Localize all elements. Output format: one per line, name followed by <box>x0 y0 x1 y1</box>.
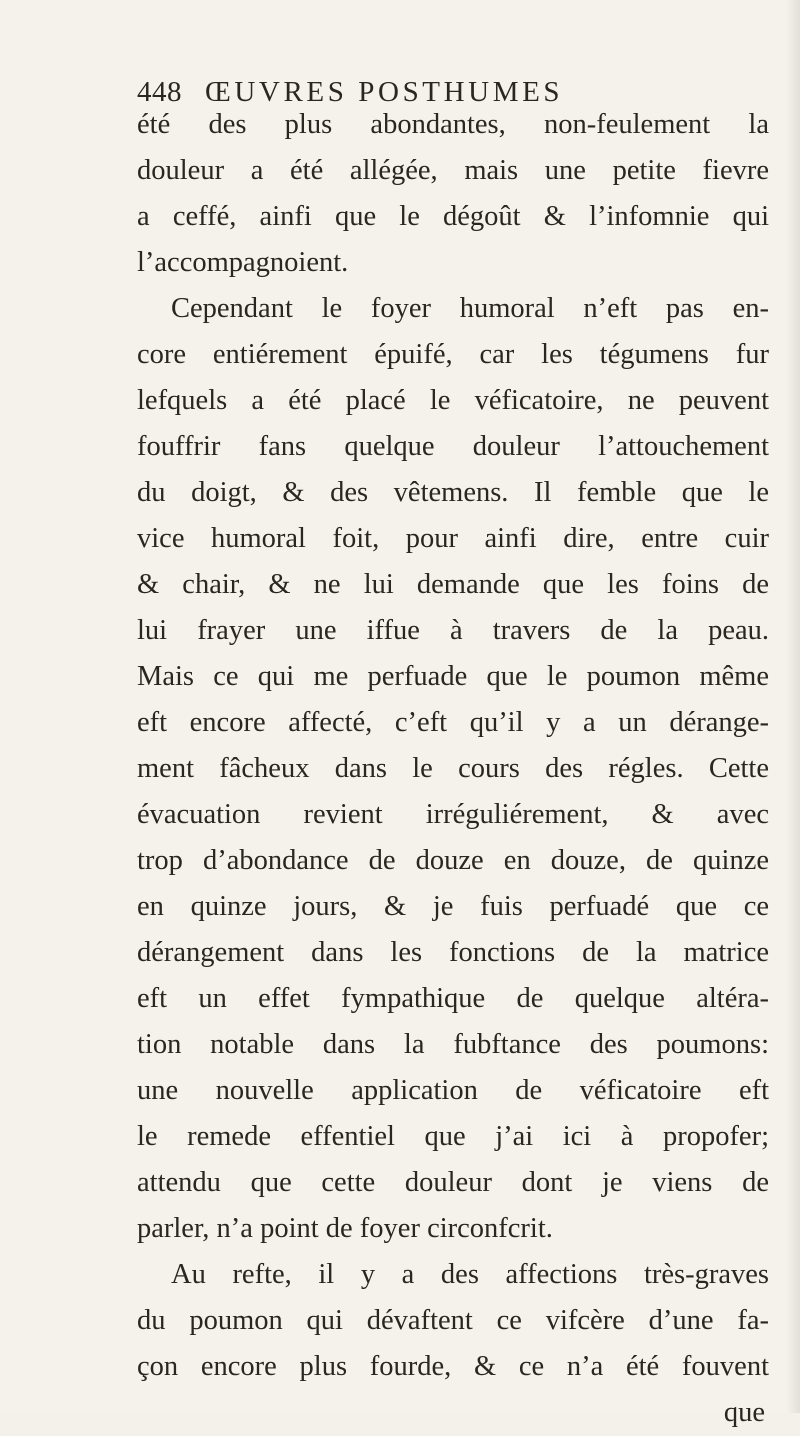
text-line: dérangement dans les fonctions de la matrice <box>137 937 769 968</box>
text-line: trop d’abondance de douze en douze, de quinze <box>137 845 769 876</box>
text-line: & chair, & ne lui demande que les foins de <box>137 569 769 600</box>
text-line: tion notable dans la fubftance des poumons: <box>137 1029 769 1060</box>
text-line: vice humoral foit, pour ainfi dire, entre cuir <box>137 523 769 554</box>
text-line: eft un effet fympathique de quelque altéra- <box>137 983 769 1014</box>
page-number: 448 <box>137 76 182 108</box>
text-line: douleur a été allégée, mais une petite fievre <box>137 155 769 186</box>
text-line: attendu que cette douleur dont je viens de <box>137 1167 769 1198</box>
page-edge-shadow <box>786 0 800 1413</box>
body-text <box>137 102 769 1436</box>
text-line: une nouvelle application de véficatoire eft <box>137 1075 769 1106</box>
text-line: évacuation revient irréguliérement, & avec <box>137 799 769 830</box>
running-title: ŒUVRES POSTHUMES <box>205 76 564 108</box>
text-line: parler, n’a point de foyer circonfcrit. <box>137 1213 553 1244</box>
text-line: en quinze jours, & je fuis perfuadé que ce <box>137 891 769 922</box>
paragraph-start-line: Cependant le foyer humoral n’eft pas en- <box>171 293 769 324</box>
text-line: le remede effentiel que j’ai ici à propofer; <box>137 1121 769 1152</box>
text-line: core entiérement épuifé, car les tégumens fur <box>137 339 769 370</box>
text-line: été des plus abondantes, non-feulement la <box>137 109 769 140</box>
text-line: lui frayer une iffue à travers de la peau. <box>137 615 769 646</box>
catchword: que <box>723 1397 765 1428</box>
text-line: l’accompagnoient. <box>137 247 349 278</box>
text-line: du poumon qui dévaftent ce vifcère d’une fa- <box>137 1305 769 1336</box>
text-line: eft encore affecté, c’eft qu’il y a un dérange- <box>137 707 769 738</box>
text-line: çon encore plus fourde, & ce n’a été fouvent <box>137 1351 769 1382</box>
text-line: fouffrir fans quelque douleur l’attouchement <box>137 431 769 462</box>
paragraph-start-line: Au refte, il y a des affections très-graves <box>171 1259 769 1290</box>
text-line: Mais ce qui me perfuade que le poumon même <box>137 661 769 692</box>
text-line: ment fâcheux dans le cours des régles. Cette <box>137 753 769 784</box>
text-line: du doigt, & des vêtemens. Il femble que le <box>137 477 769 508</box>
text-line: lefquels a été placé le véficatoire, ne peuvent <box>137 385 769 416</box>
text-line: a ceffé, ainfi que le dégoût & l’infomnie qui <box>137 201 769 232</box>
